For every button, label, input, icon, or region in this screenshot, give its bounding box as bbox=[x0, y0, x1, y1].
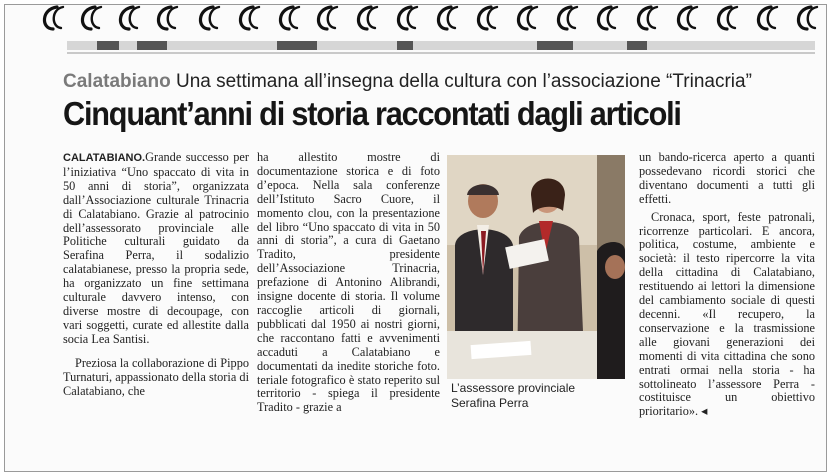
photo-caption-line-1: L’assessore provinciale bbox=[451, 381, 576, 395]
spiral-binding bbox=[5, 4, 827, 41]
article-kicker bbox=[63, 71, 752, 93]
article-photo bbox=[447, 155, 625, 379]
photo-caption bbox=[451, 381, 631, 411]
dateline: CALATABIANO. bbox=[63, 152, 146, 164]
cropped-previous-headline bbox=[67, 41, 815, 57]
photo-illustration bbox=[447, 155, 625, 379]
column-4-paragraph-1: un bando-ricerca aperto a quanti possedevano ricordi storici che diventano documenti a tutti gli effetti. bbox=[639, 150, 815, 206]
column-4-paragraph-2: Cronaca, sport, feste patronali, ricorrenze particolari. E ancora, politica, costume, ambiente e società: il testo ripercorre la vita della cittadina di Calatabiano, restituendo ai lettori la dimensione del cambiamento sociale di questi decenni. «Il recupero, la conservazione e la trasmissione alle giovani generazioni dei momenti di vita cittadina che sono entrati ormai nella storia - ha sottolineato l’assessore Perra - costituisce un obiettivo prioritario». ◂ bbox=[639, 209, 815, 419]
article-headline: Cinquant’anni di storia raccontati dagli articoli bbox=[63, 95, 681, 132]
photo-caption-line-2: Serafina Perra bbox=[451, 396, 529, 410]
text-column-2 bbox=[257, 151, 440, 415]
kicker-place: Calatabiano bbox=[63, 71, 171, 92]
column-2-paragraph-1: ha allestito mostre di documentazione storica e di foto d’epoca. Nella sala conferenze dell’Istituto Sacro Cuore, il momento clou, con la presentazione del libro “Uno spaccato di vita in 50 anni di storia”, a cura di Gaetano Tradito, presidente dell’Associazione Trinacria, prefazione di Antonino Alibrandi, insigne docente di storia. Il volume raccoglie articoli di giornali, pubblicati dal 1950 ai nostri giorni, che raccontano fatti e avvenimenti accaduti a Calatabiano e documentati da inedite storiche foto. teriale fotografico è stato reperito sul territorio - spiega il presidente Tradito - grazie a bbox=[257, 150, 440, 415]
text-column-1 bbox=[63, 151, 249, 398]
text-column-4 bbox=[639, 151, 815, 419]
column-1-paragraph-1: CALATABIANO.Grande successo per l’iniziativa “Uno spaccato di vita in 50 anni di storia”, organizzata dall’Associazione culturale Trinacria di Calatabiano. Grazie al patrocinio dell’assessorato provinciale alle Politiche culturali guidato da Serafina Perra, il sodalizio calatabianese, presso la propria sede, ha organizzato un fine settimana culturale davvero intenso, con diverse mostre di decoupage, con vari soggetti, curate ed allestite dalla socia Lea Santisi. bbox=[63, 150, 249, 346]
column-1-paragraph-2: Preziosa la collaborazione di Pippo Turnaturi, appassionato della storia di Calatabiano, che bbox=[63, 355, 249, 398]
kicker-text: Una settimana all’insegna della cultura con l’associazione “Trinacria” bbox=[175, 71, 752, 92]
newspaper-clipping bbox=[4, 4, 827, 472]
